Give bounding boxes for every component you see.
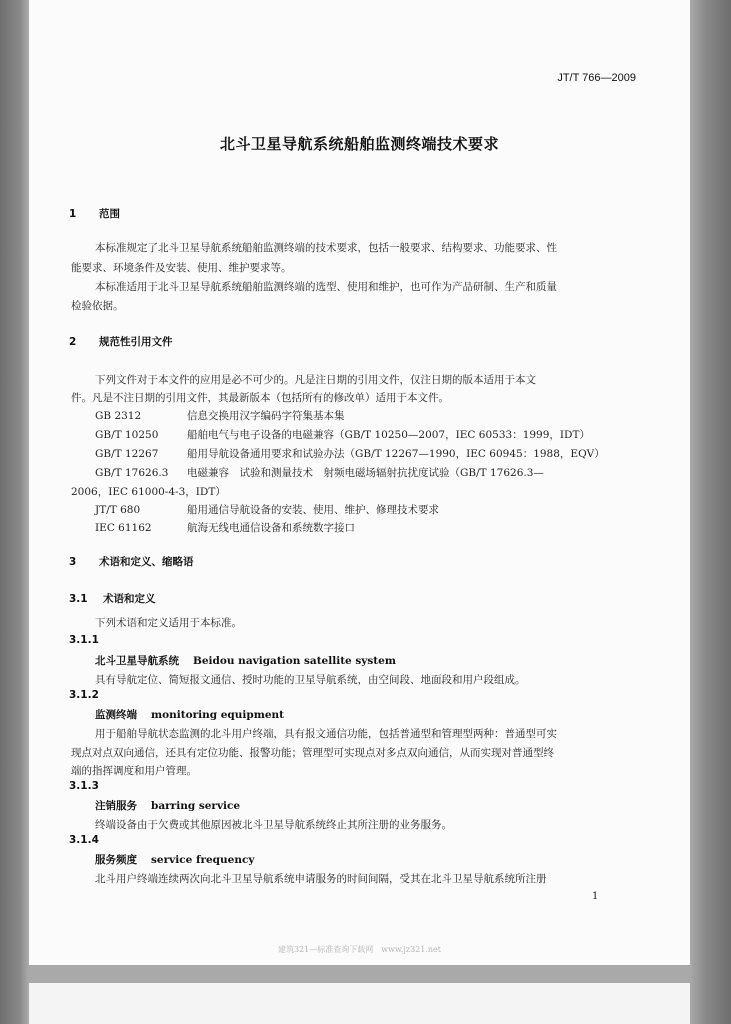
term-number: 3.1.4	[69, 834, 99, 846]
reference-item	[95, 446, 605, 461]
sec1-para2-line2: 检验依据。	[71, 300, 124, 312]
section-1-heading	[69, 206, 120, 221]
reference-title: 船舶电气与电子设备的电磁兼容（GB/T 10250—2007，IEC 60533：1999，IDT）	[187, 429, 590, 441]
reference-continuation: 2006，IEC 61000-4-3，IDT）	[71, 486, 226, 498]
page-number: 1	[592, 891, 599, 902]
term-definition: 北斗用户终端连续两次向北斗卫星导航系统申请服务的时间间隔，受其在北斗卫星导航系统所注册	[95, 873, 547, 885]
term-cn: 北斗卫星导航系统	[95, 655, 179, 667]
watermark: 建筑321—标准查询下载网 www.jz321.net	[277, 945, 441, 954]
section-2-title: 规范性引用文件	[99, 336, 173, 348]
term-en: service frequency	[151, 854, 255, 866]
section-3-heading	[69, 554, 194, 569]
sec1-para2-line1: 本标准适用于北斗卫星导航系统船舶监测终端的选型、使用和维护，也可作为产品研制、生产和质量	[95, 281, 557, 293]
reference-item	[95, 520, 355, 535]
subsection-3-1-heading	[69, 591, 156, 606]
reference-code: GB/T 17626.3	[95, 467, 169, 479]
section-2-heading	[69, 334, 173, 349]
reference-title: 船用导航设备通用要求和试验办法（GB/T 12267—1990，IEC 60945：1988，EQV）	[187, 448, 605, 460]
term-heading	[95, 798, 240, 813]
reference-title: 信息交换用汉字编码字符集基本集	[187, 410, 345, 422]
section-1-title: 范围	[99, 208, 120, 220]
reference-code: GB 2312	[95, 410, 142, 422]
reference-title: 船用通信导航设备的安装、使用、维护、修理技术要求	[187, 504, 439, 516]
document-page	[29, 0, 690, 965]
standard-number: JT/T 766—2009	[557, 72, 636, 84]
subsection-3-1-number: 3.1	[69, 593, 88, 605]
term-number: 3.1.3	[69, 780, 99, 792]
reference-code: GB/T 10250	[95, 429, 159, 441]
reference-item	[95, 502, 439, 517]
term-definition-line3: 端的指挥调度和用户管理。	[71, 765, 197, 777]
sec1-para1-line1: 本标准规定了北斗卫星导航系统船舶监测终端的技术要求，包括一般要求、结构要求、功能要求、性	[95, 242, 557, 254]
page-title: 北斗卫星导航系统船舶监测终端技术要求	[219, 135, 499, 153]
term-heading	[95, 653, 396, 668]
reference-code: GB/T 12267	[95, 448, 159, 460]
term-en: monitoring equipment	[151, 709, 285, 721]
sec1-para1-line2: 能要求、环境条件及安装、使用、维护要求等。	[71, 262, 292, 274]
term-definition-line2: 现点对点双向通信，还具有定位功能、报警功能；管理型可实现点对多点双向通信，从而实现对普通型终	[71, 747, 554, 759]
term-cn: 服务频度	[95, 854, 137, 866]
reference-title: 航海无线电通信设备和系统数字接口	[187, 522, 355, 534]
term-definition: 具有导航定位、简短报文通信、授时功能的卫星导航系统，由空间段、地面段和用户段组成。	[95, 674, 526, 686]
reference-title: 电磁兼容 试验和测量技术 射频电磁场辐射抗扰度试验（GB/T 17626.3—	[187, 467, 544, 479]
term-definition-line1: 用于船舶导航状态监测的北斗用户终端，具有报文通信功能，包括普通型和管理型两种：普通型可实	[95, 728, 557, 740]
term-heading	[95, 852, 254, 867]
term-en: barring service	[151, 800, 241, 812]
section-3-number: 3	[69, 556, 77, 568]
term-cn: 监测终端	[95, 709, 137, 721]
term-en: Beidou navigation satellite system	[193, 655, 396, 667]
terms-intro: 下列术语和定义适用于本标准。	[95, 617, 242, 629]
subsection-3-1-title: 术语和定义	[103, 593, 156, 605]
term-heading	[95, 707, 284, 722]
sec2-para-line2: 件。凡是不注日期的引用文件，其最新版本（包括所有的修改单）适用于本文件。	[71, 392, 449, 404]
reference-item	[95, 408, 345, 423]
reference-item	[95, 427, 590, 442]
reference-code: IEC 61162	[95, 522, 152, 534]
section-3-title: 术语和定义、缩略语	[99, 556, 194, 568]
section-2-number: 2	[69, 336, 77, 348]
next-page-edge	[29, 983, 690, 1024]
section-1-number: 1	[69, 208, 77, 220]
term-number: 3.1.1	[69, 634, 99, 646]
term-cn: 注销服务	[95, 800, 137, 812]
reference-item	[95, 465, 544, 480]
term-definition: 终端设备由于欠费或其他原因被北斗卫星导航系统终止其所注册的业务服务。	[95, 819, 452, 831]
reference-code: JT/T 680	[95, 504, 141, 516]
sec2-para-line1: 下列文件对于本文件的应用是必不可少的。凡是注日期的引用文件，仅注日期的版本适用于本文	[95, 374, 536, 386]
term-number: 3.1.2	[69, 689, 99, 701]
